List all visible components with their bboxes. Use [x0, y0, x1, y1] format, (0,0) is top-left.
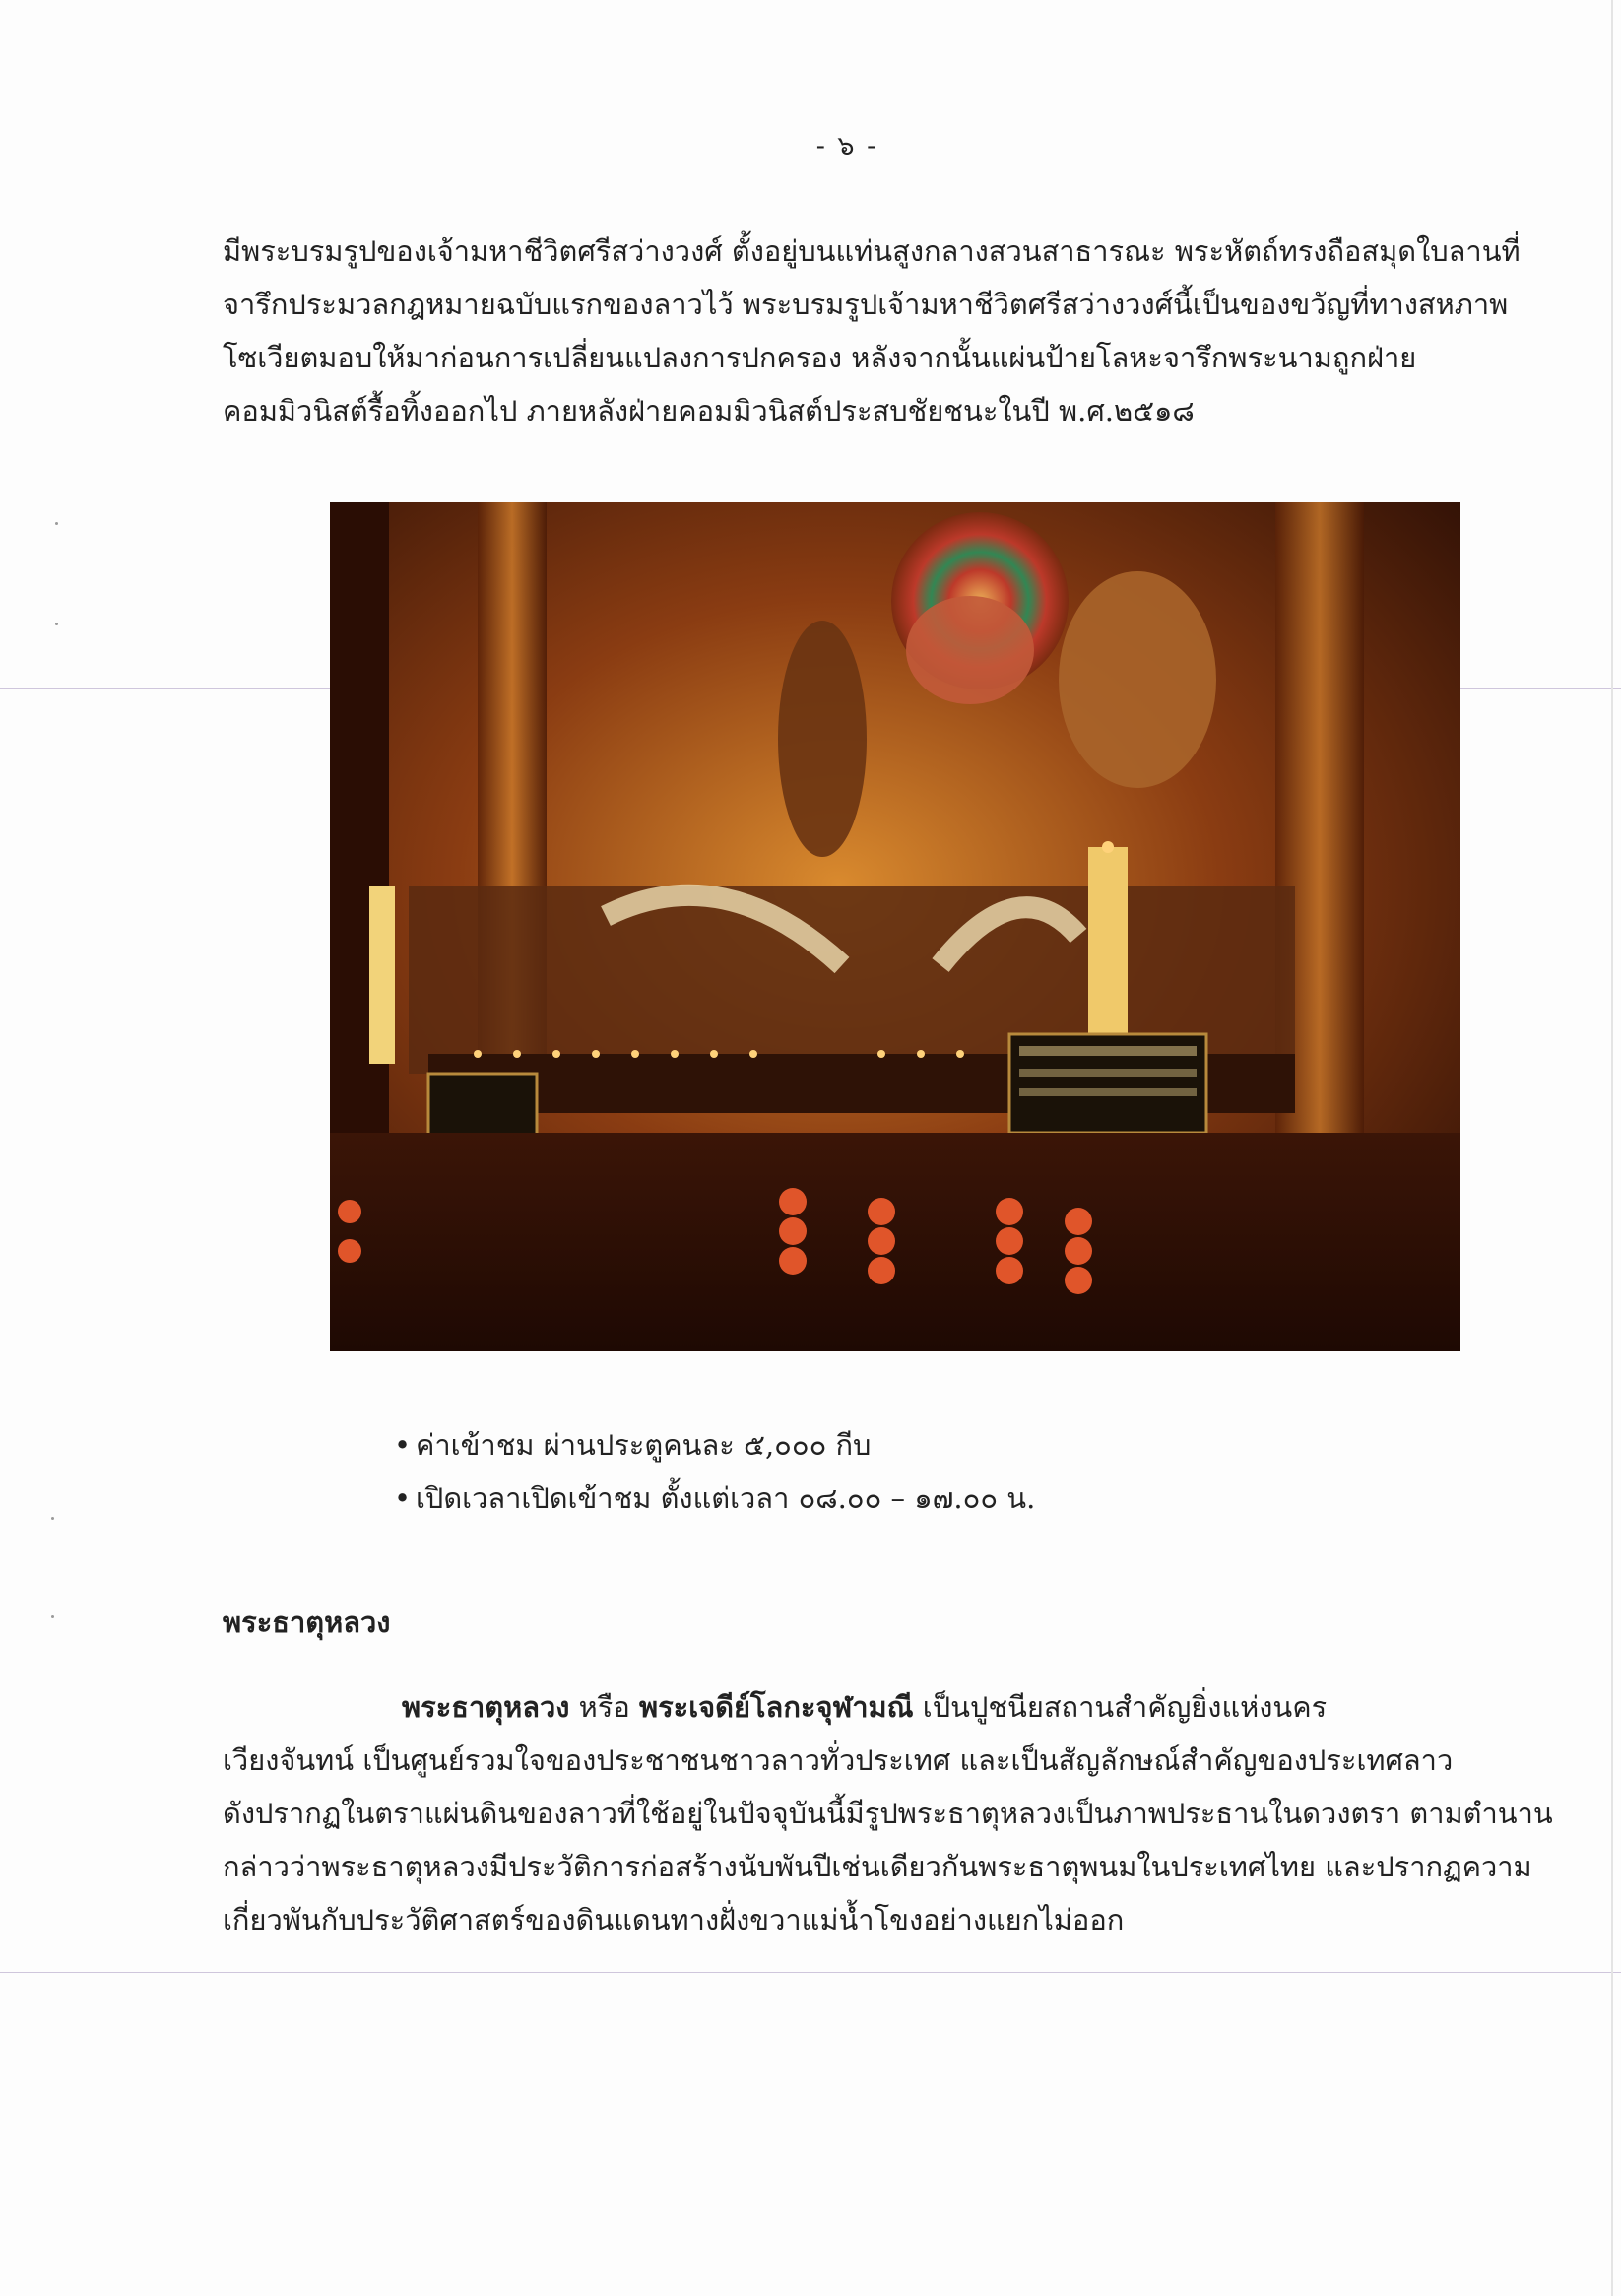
scan-line — [0, 1972, 1621, 1973]
scan-speck — [51, 1615, 54, 1618]
paragraph-line: มีพระบรมรูปของเจ้ามหาชีวิตศรีสว่างวงศ์ ตั้งอยู่บนแท่นสูงกลางสวนสาธารณะ พระหัตถ์ทรงถือสมุดใบลานที่ — [223, 234, 1521, 268]
paragraph-line: โซเวียตมอบให้มาก่อนการเปลี่ยนแปลงการปกครอง หลังจากนั้นแผ่นป้ายโลหะจารึกพระนามถูกฝ่าย — [223, 341, 1417, 374]
intro-paragraph — [223, 225, 1521, 437]
bold-term: พระธาตุหลวง — [402, 1690, 570, 1724]
first-line-text: เป็นปูชนียสถานสำคัญยิ่งแห่งนคร — [913, 1690, 1328, 1724]
scan-speck — [55, 623, 58, 625]
bold-term: พระเจดีย์โลกะจุฬามณี — [638, 1690, 914, 1724]
paragraph-line: คอมมิวนิสต์รื้อทิ้งออกไป ภายหลังฝ่ายคอมมิวนิสต์ประสบชัยชนะในปี พ.ศ.๒๕๑๘ — [223, 394, 1195, 427]
scan-speck — [51, 1517, 54, 1520]
connector-text: หรือ — [569, 1690, 639, 1724]
info-bullet-list — [394, 1418, 1035, 1525]
temple-altar-photo — [330, 502, 1460, 1351]
section-heading: พระธาตุหลวง — [223, 1606, 391, 1639]
scan-speck — [55, 522, 58, 525]
paragraph-first-line — [223, 1680, 1463, 1734]
paragraph-line: เวียงจันทน์ เป็นศูนย์รวมใจของประชาชนชาวลาวทั่วประเทศ และเป็นสัญลักษณ์สำคัญของประเทศลาว — [223, 1743, 1454, 1777]
paragraph-line: ดังปรากฏในตราแผ่นดินของลาวที่ใช้อยู่ในปัจจุบันนี้มีรูปพระธาตุหลวงเป็นภาพประธานในดวงตรา ตามตำนาน — [223, 1797, 1553, 1830]
paragraph-line: กล่าวว่าพระธาตุหลวงมีประวัติการก่อสร้างนับพันปีเช่นเดียวกันพระธาตุพนมในประเทศไทย และปรากฏความ — [223, 1850, 1532, 1883]
bullet-admission-fee: • ค่าเข้าชม ผ่านประตูคนละ ๕,๐๐๐ กีบ — [394, 1418, 1035, 1472]
page-number: - ๖ - — [815, 131, 878, 162]
bullet-opening-hours: • เปิดเวลาเปิดเข้าชม ตั้งแต่เวลา ๐๘.๐๐ – ๑๗.๐๐ น. — [394, 1472, 1035, 1525]
paragraph-line: จารึกประมวลกฎหมายฉบับแรกของลาวไว้ พระบรมรูปเจ้ามหาชีวิตศรีสว่างวงศ์นี้เป็นของขวัญที่ทางสหภาพ — [223, 288, 1509, 321]
scan-edge — [1611, 0, 1613, 2296]
paragraph-line: เกี่ยวพันกับประวัติศาสตร์ของดินแดนทางฝั่งขวาแม่น้ำโขงอย่างแยกไม่ออก — [223, 1903, 1125, 1936]
section-paragraph — [223, 1680, 1553, 1946]
